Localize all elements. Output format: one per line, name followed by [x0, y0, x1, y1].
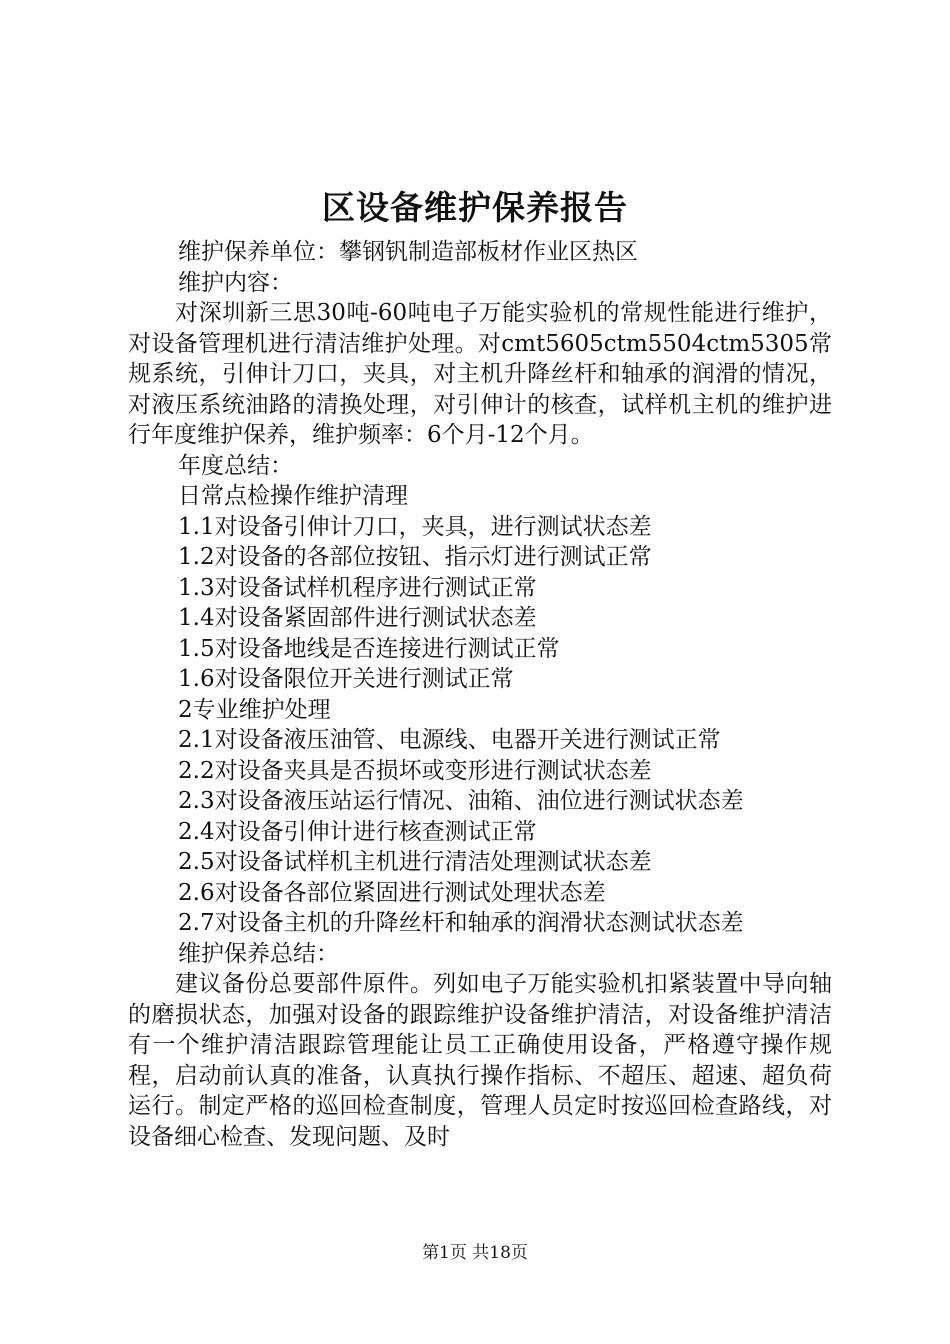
pro-item: 2.6对设备各部位紧固进行测试处理状态差: [178, 879, 606, 906]
pro-item: 2.1对设备液压油管、电源线、电器开关进行测试正常: [178, 727, 721, 753]
summary-paragraph: 建议备份总要部件原件。列如电子万能实验机扣紧装置中导向轴的磨损状态，加强对设备的跟踪维护设备维护清洁，对设备维护清洁有一个维护清洁跟踪管理能让员工正确使用设备，严格遵守操作规程，启动前认真的准备，认真执行操作指标、不超压、超速、超负荷运行。制定严格的巡回检查制度，管理人员定时按巡回检查路线，对设备细心检查、发现问题、及时: [128, 971, 832, 1150]
daily-item: 1.6对设备限位开关进行测试正常: [178, 666, 514, 692]
page-footer: 第1页 共18页: [422, 1243, 528, 1263]
document-title: 区设备维护保养报告: [322, 188, 628, 227]
unit-line: 维护保养单位：攀钢钒制造部板材作业区热区: [178, 239, 638, 265]
daily-item: 1.4对设备紧固部件进行测试状态差: [178, 605, 537, 631]
daily-item: 1.3对设备试样机程序进行测试正常: [178, 574, 537, 601]
annual-heading: 年度总结：: [178, 452, 293, 479]
summary-heading: 维护保养总结：: [178, 940, 339, 967]
pro-item: 2.5对设备试样机主机进行清洁处理测试状态差: [178, 849, 652, 875]
daily-item: 1.2对设备的各部位按钮、指示灯进行测试正常: [178, 544, 652, 570]
pro-item: 2.4对设备引伸计进行核查测试正常: [178, 818, 537, 845]
document-body: [128, 237, 832, 1152]
content-paragraph: 对深圳新三思30吨-60吨电子万能实验机的常规性能进行维护，对设备管理机进行清洁维护处理。对cmt5605ctm5504ctm5305常规系统，引伸计刀口，夹具，对主机升降丝杆和轴承的润滑的情况，对液压系统油路的清换处理，对引伸计的核查，试样机主机的维护进行年度维护保养，维护频率：6个月-12个月。: [128, 300, 832, 448]
pro-item: 2.2对设备夹具是否损坏或变形进行测试状态差: [178, 757, 652, 784]
pro-item: 2.3对设备液压站运行情况、油箱、油位进行测试状态差: [178, 788, 744, 814]
daily-heading: 日常点检操作维护清理: [178, 483, 408, 509]
daily-item: 1.5对设备地线是否连接进行测试正常: [178, 635, 560, 662]
daily-item: 1.1对设备引伸计刀口，夹具，进行测试状态差: [178, 513, 652, 540]
pro-heading: 2专业维护处理: [178, 696, 331, 723]
content-heading: 维护内容：: [178, 269, 293, 296]
pro-item: 2.7对设备主机的升降丝杆和轴承的润滑状态测试状态差: [178, 910, 744, 936]
